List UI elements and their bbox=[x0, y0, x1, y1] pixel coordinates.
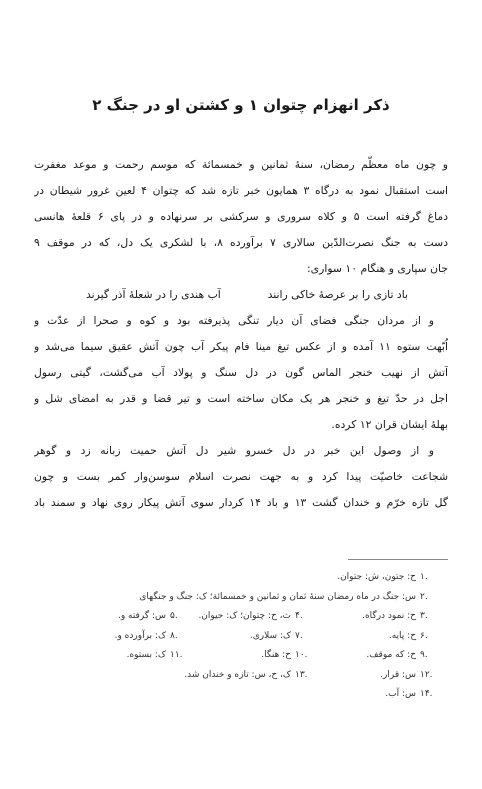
text-line: جان سپاری و هنگام ۱۰ سواری: bbox=[307, 262, 448, 275]
footnote-number: ۳. bbox=[420, 611, 428, 621]
footnote-number: ۶. bbox=[420, 630, 428, 641]
main-text bbox=[34, 152, 448, 516]
footnote-number: ۸. bbox=[170, 630, 178, 641]
text-line: دست به جنگ نصرت‌الدّین سالاری ۷ برآورده ۸، با لشکری یک دل، که در موقف ۹ bbox=[34, 236, 448, 249]
text-line: آتش از نهیب خنجر الماس گون در دل سنگ و پولاد آب می‌گشت، گیتی رسول bbox=[34, 366, 448, 379]
text-line: اُبّهت ستوه ۱۱ آمده و از عکس تیغ مینا فام پیکر آب چون آتش عقیق سیما می‌شد و bbox=[34, 340, 448, 353]
footnote-text: ح: که موقف. bbox=[366, 650, 416, 660]
footnote-text: ح: پایه. bbox=[388, 630, 416, 641]
footnote-text: ح: هنگا. bbox=[261, 650, 291, 660]
text-line: دماغ گرفته است ۵ و کلاه سروری و سرکشی بر سرنهاده و در پای ۶ قلعهٔ هانسی bbox=[34, 210, 448, 223]
footnote-text: ک: بستوه. bbox=[126, 650, 166, 660]
footnote-number: ۷. bbox=[295, 630, 303, 641]
text-line: و از وصول این خبر در دل خسرو شیر دل آتش حمیت زبانه زد و گوهر bbox=[34, 444, 434, 457]
footnote-row bbox=[30, 607, 442, 627]
text-line: و چون ماه معظّم رمضان، سنهٔ ثمانین و خمسمائة که موسم رحمت و موعد مغفرت bbox=[34, 158, 448, 171]
footnotes bbox=[30, 568, 442, 705]
footnote-row bbox=[30, 627, 442, 647]
footnote-text: ح: جتون، ش: جتوان. bbox=[337, 572, 416, 582]
footnote-number: ۱۴. bbox=[420, 689, 433, 699]
section-title: ذکر انهزام چتوان ۱ و کشتن او در جنگ ۲ bbox=[92, 96, 390, 114]
text-line: بهلهٔ ایشان قران ۱۲ کرده. bbox=[331, 418, 448, 431]
footnote-number: ۱. bbox=[420, 572, 428, 582]
footnote-text: س: آب. bbox=[385, 689, 416, 699]
footnote-text: ک، ح، س: تازه و خندان شد. bbox=[184, 669, 291, 680]
footnote-text: س: جنگ در ماه رمضان سنهٔ ثمان و ثمانین و خمسمائة؛ ک: جنگ و جنگهای bbox=[139, 591, 416, 602]
footnote-number: ۵. bbox=[170, 611, 178, 621]
verse-hemistich-left: آب هندی را در شعلهٔ آذر گیرند bbox=[86, 288, 221, 301]
footnote-text: ح: نمود درگاه. bbox=[362, 611, 416, 621]
footnote-number: ۱۳. bbox=[295, 669, 308, 680]
text-line: اجل در حدّ تیغ و خنجر هر یک مکان ساخته است و تیر قضا و قدر به امضای شل و bbox=[34, 392, 448, 405]
text-line: است استقبال نمود به درگاه ۳ همایون خبر تازه شد که چتوان ۴ لعین غرور شیطان در bbox=[34, 184, 448, 197]
footnote-row bbox=[30, 666, 442, 686]
text-line: شجاعت خاصیّت پیدا کرد و به جهت نصرت اسلام سوسن‌وار کمر بست و چون bbox=[34, 470, 448, 483]
footnote-text: ک: برآورده و. bbox=[114, 630, 166, 641]
footnote-row bbox=[30, 646, 442, 666]
verse-hemistich-right: باد تازی را بر عرصهٔ خاکی رانند bbox=[267, 288, 408, 301]
verse-couplet bbox=[34, 282, 448, 308]
footnote-row bbox=[30, 568, 442, 588]
footnote-number: ۴. bbox=[295, 611, 303, 621]
footnote-number: ۱۰. bbox=[295, 650, 308, 660]
footnote-number: ۱۲. bbox=[420, 669, 433, 680]
footnote-text: ث، ح: چتوان؛ ک: حیوان. bbox=[198, 611, 291, 621]
footnote-number: ۱۱. bbox=[170, 650, 183, 660]
footnote-number: ۹. bbox=[420, 650, 428, 660]
footnote-text: س: قرار. bbox=[380, 669, 416, 680]
footnote-row bbox=[30, 685, 442, 705]
footnote-row bbox=[30, 588, 442, 608]
footnote-text: س: گرفته و. bbox=[117, 611, 166, 621]
footnote-number: ۲. bbox=[420, 591, 428, 602]
text-line: و از مردان جنگی فضای آن دیار تنگی پذیرفته بود و کوه و صحرا از عدّت و bbox=[34, 314, 434, 327]
footnote-divider bbox=[348, 559, 448, 560]
text-line: گل تازه خرّم و خندان گشت ۱۳ و باد ۱۴ کردار سوی آتش پیکار روی نهاد و سمند باد bbox=[34, 496, 448, 509]
footnote-text: ک: سلاری. bbox=[249, 630, 291, 641]
